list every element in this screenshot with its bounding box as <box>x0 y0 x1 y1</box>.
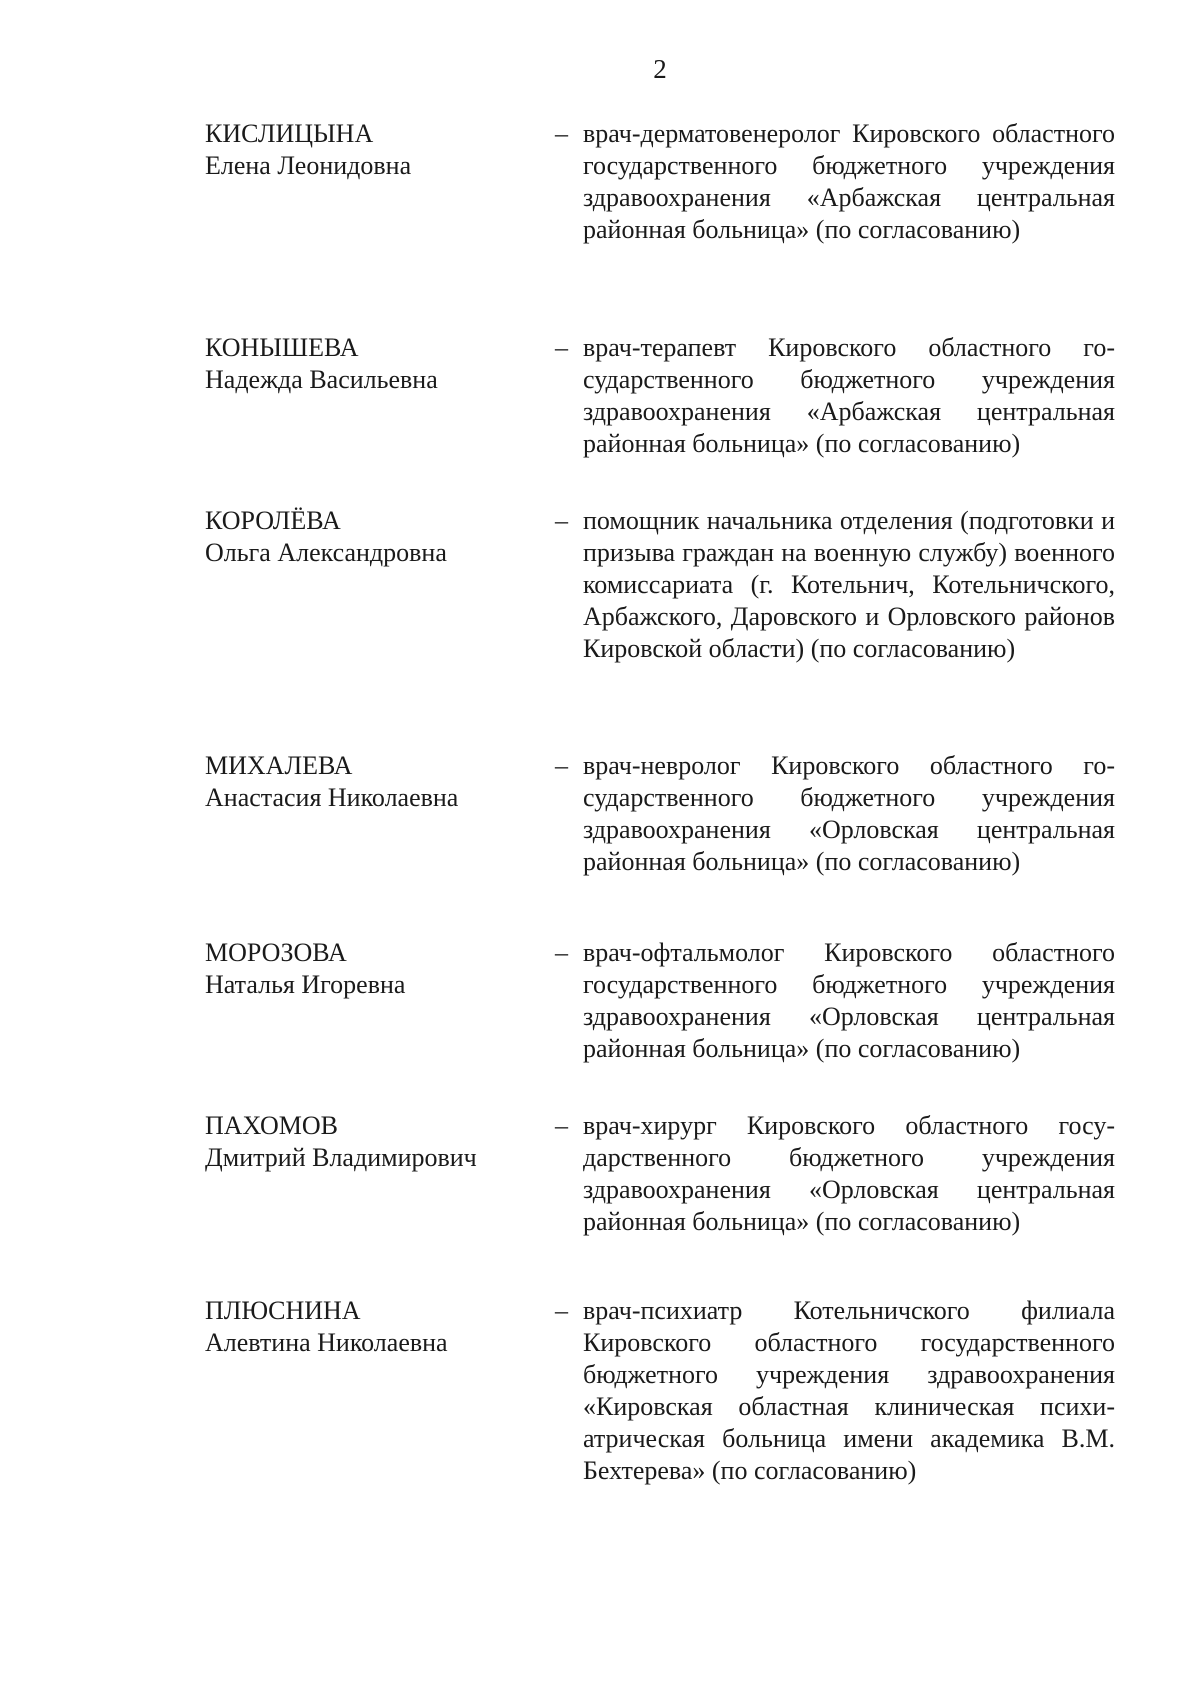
surname: МИХАЛЕВА <box>205 751 353 780</box>
position-description: врач-психиатр Котельничского филиала Кировского областного государственного бюджетного учреждения здравоохранения «Кировская областная клиническая психиатрическая больница имени академика В.М. Бехтерева» (по согласованию) <box>583 1296 1115 1485</box>
person-name <box>205 1295 535 1359</box>
dash: – <box>555 119 568 148</box>
person-name <box>205 937 535 1001</box>
given-names: Ольга Александровна <box>205 538 447 567</box>
given-names: Анастасия Николаевна <box>205 783 459 812</box>
surname: МОРОЗОВА <box>205 938 347 967</box>
person-name <box>205 505 535 569</box>
given-names: Алевтина Николаевна <box>205 1328 448 1357</box>
dash: – <box>555 751 568 780</box>
surname: КОРОЛЁВА <box>205 506 341 535</box>
given-names: Наталья Игоревна <box>205 970 406 999</box>
dash: – <box>555 938 568 967</box>
position-description: врач-офтальмолог Кировского областного государственного бюджетного учреждения здравоохранения «Орловская центральная районная больница» (по согласованию) <box>583 938 1115 1063</box>
surname: КИСЛИЦЫНА <box>205 119 374 148</box>
dash: – <box>555 1111 568 1140</box>
given-names: Елена Леонидовна <box>205 151 412 180</box>
dash: – <box>555 1296 568 1325</box>
surname: КОНЫШЕВА <box>205 333 359 362</box>
surname: ПАХОМОВ <box>205 1111 339 1140</box>
position-description: врач-дерматовенеролог Кировского областного государственного бюджетного учреждения здравоохранения «Арбажская центральная районная больница» (по согласованию) <box>583 119 1115 244</box>
surname: ПЛЮСНИНА <box>205 1296 361 1325</box>
person-name <box>205 1110 535 1174</box>
person-name <box>205 332 535 396</box>
page-number: 2 <box>653 54 667 84</box>
given-names: Надежда Васильевна <box>205 365 438 394</box>
person-name <box>205 750 535 814</box>
position-description: врач-невролог Кировского областного государственного бюджетного учреждения здравоохранения «Орловская центральная районная больница» (по согласованию) <box>583 751 1115 876</box>
dash: – <box>555 333 568 362</box>
given-names: Дмитрий Владимирович <box>205 1143 477 1172</box>
person-name <box>205 118 535 182</box>
position-description: врач-терапевт Кировского областного государственного бюджетного учреждения здравоохранения «Арбажская центральная районная больница» (по согласованию) <box>583 333 1115 458</box>
position-description: помощник начальника отделения (подготовки и призыва граждан на военную службу) военного комиссариата (г. Котельнич, Котельничского, Арбажского, Даровского и Орловского районов Кировской области) (по согласованию) <box>583 506 1115 663</box>
position-description: врач-хирург Кировского областного государственного бюджетного учреждения здравоохранения «Орловская центральная районная больница» (по согласованию) <box>583 1111 1115 1236</box>
dash: – <box>555 506 568 535</box>
